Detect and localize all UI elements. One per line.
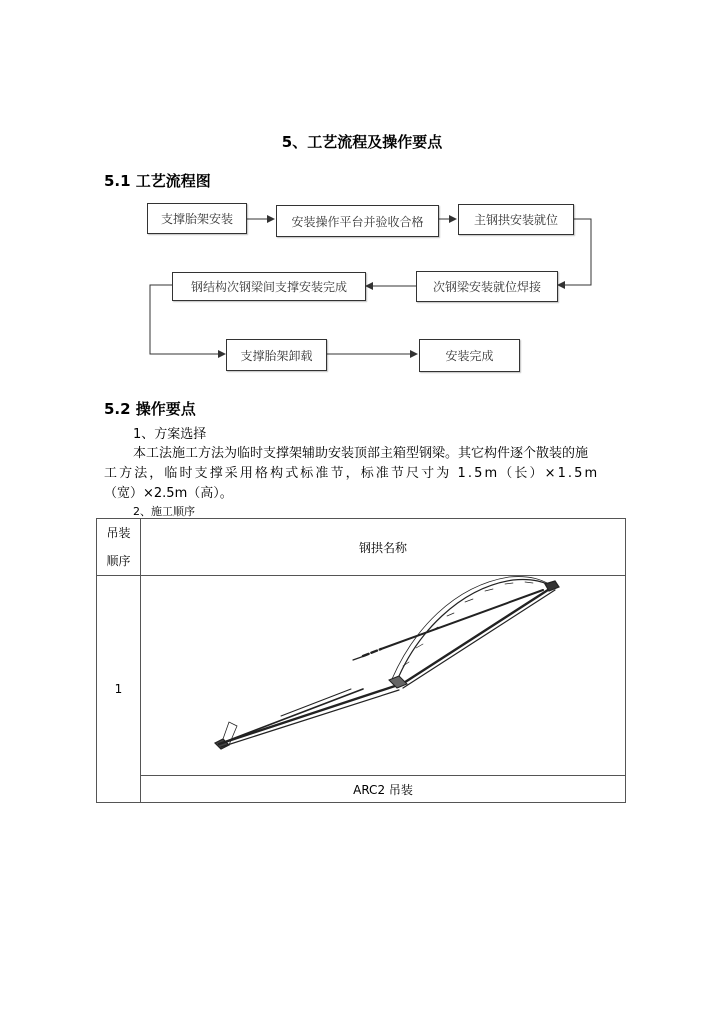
table-row — [97, 576, 626, 776]
flowchart-arrows — [0, 0, 724, 400]
paragraph-line-2: 工方法，临时支撑采用格构式标准节，标准节尺寸为 1.5m（长）×1.5m — [104, 466, 600, 481]
flow-box-secondary-beam: 次钢梁安装就位焊接 — [416, 271, 558, 302]
truss-lower-1 — [219, 686, 395, 744]
flow-box-install-done: 安装完成 — [419, 339, 520, 372]
arc2-lifting-drawing — [141, 576, 625, 772]
flow-box-main-arch: 主钢拱安装就位 — [458, 204, 574, 235]
flow-box-steel-structure: 钢结构次钢梁间支撑安装完成 — [172, 272, 366, 301]
page-heading: 5、工艺流程及操作要点 — [281, 133, 443, 151]
row-seq-number: 1 — [97, 576, 141, 803]
truss-long-diagonal-2 — [403, 590, 555, 688]
header-seq-cell — [97, 519, 141, 576]
arch-inner-curve — [392, 577, 551, 679]
truss-lower-2 — [221, 690, 399, 747]
truss-cross-1 — [381, 590, 543, 649]
item-1-label: 1、方案选择 — [133, 427, 207, 442]
section-5-2-title: 5.2 操作要点 — [104, 400, 196, 418]
lifting-sequence-table — [96, 518, 626, 803]
item-2-label: 2、施工顺序 — [133, 505, 195, 518]
arch-lattice — [403, 582, 533, 666]
paragraph-line-1: 本工法施工方法为临时支撑架辅助安装顶部主箱型钢梁。其它构件逐个散装的施 — [133, 446, 589, 461]
arch-drawing-cell — [141, 576, 626, 776]
flow-box-support-unload: 支撑胎架卸载 — [226, 339, 327, 371]
truss-upper-1 — [219, 689, 363, 744]
flow-box-support-install: 支撑胎架安装 — [147, 203, 247, 234]
truss-cross-3 — [353, 655, 367, 660]
header-seq-line1: 吊装 — [106, 526, 131, 540]
header-arch-name: 钢拱名称 — [141, 519, 626, 576]
section-5-1-title: 5.1 工艺流程图 — [104, 172, 211, 190]
paragraph-line-3: （宽）×2.5m（高）。 — [104, 486, 233, 501]
row-caption: ARC2 吊装 — [141, 776, 626, 803]
header-seq-line2: 顺序 — [106, 554, 131, 568]
table-row — [97, 776, 626, 803]
table-header-row — [97, 519, 626, 576]
flow-box-platform-accept: 安装操作平台并验收合格 — [276, 205, 439, 237]
